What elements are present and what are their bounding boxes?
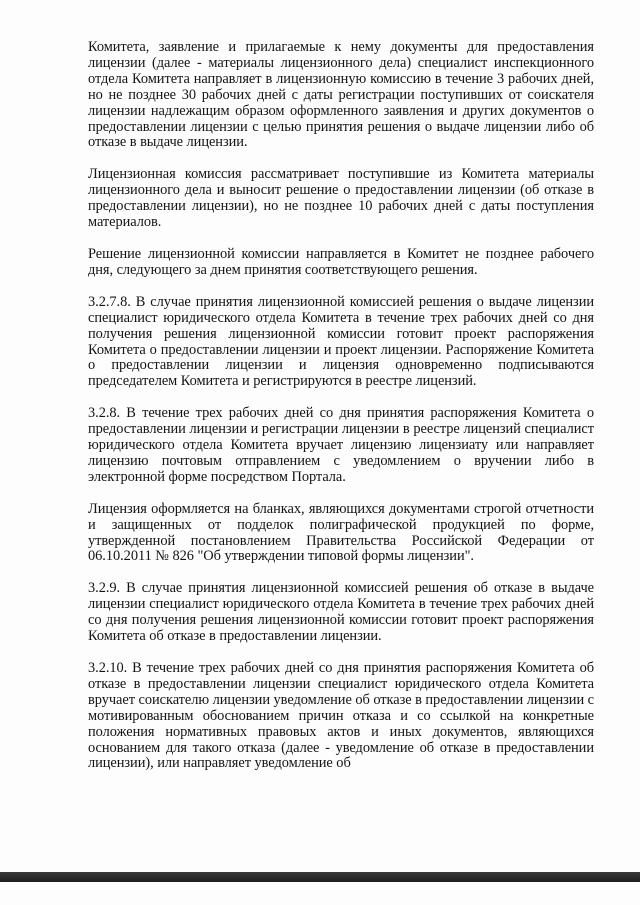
scan-bottom-edge (0, 872, 640, 882)
paragraph-3-2-10: 3.2.10. В течение трех рабочих дней со дня принятия распоряжения Комитета об отказе в предоставлении лицензии специалист юридического отдела Комитета вручает соискателю лицензии уведомление об отказе в предоставлении лицензии с мотивированным обоснованием причин отказа и со ссылкой на конкретные положения нормативных правовых актов и иных документов, являющихся основанием для такого отказа (далее - уведомление об отказе в предоставлении лицензии), или направляет уведомление об (88, 660, 594, 772)
paragraph-decision-sent: Решение лицензионной комиссии направляется в Комитет не позднее рабочего дня, следующего за днем принятия соответствующего решения. (88, 245, 594, 278)
paragraph-materials-transfer: Комитета, заявление и прилагаемые к нему документы для предоставления лицензии (далее - материалы лицензионного дела) специалист инспекционного отдела Комитета направляет в лицензионную комиссию в течение 3 рабочих дней, но не позднее 30 рабочих дней с даты регистрации поступивших от соискателя лицензии надлежащим образом оформленного заявления и других документов о предоставлении лицензии с целью принятия решения о выдаче лицензии либо об отказе в выдаче лицензии. (88, 39, 594, 151)
paragraph-3-2-8: 3.2.8. В течение трех рабочих дней со дня принятия распоряжения Комитета о предоставлении лицензии и регистрации лицензии в реестре лицензий специалист юридического отдела Комитета вручает лицензию лицензиату или направляет лицензию почтовым отправлением с уведомлением о вручении либо в электронной форме посредством Портала. (88, 405, 594, 485)
paragraph-3-2-7-8: 3.2.7.8. В случае принятия лицензионной комиссией решения о выдаче лицензии специалист юридического отдела Комитета в течение трех рабочих дней со дня получения решения лицензионной комиссии готовит проект распоряжения Комитета о предоставлении лицензии и проект лицензии. Распоряжение Комитета о предоставлении лицензии и лицензия одновременно подписываются председателем Комитета и регистрируются в реестре лицензий. (88, 293, 594, 390)
paragraph-commission-review: Лицензионная комиссия рассматривает поступившие из Комитета материалы лицензионного дела и выносит решение о предоставлении лицензии (об отказе в предоставлении лицензии), но не позднее 10 рабочих дней с даты поступления материалов. (88, 166, 594, 231)
paragraph-license-forms: Лицензия оформляется на бланках, являющихся документами строгой отчетности и защищенных от подделок полиграфической продукцией по форме, утвержденной постановлением Правительства Российской Федерации от 06.10.2011 № 826 "Об утверждении типовой формы лицензии". (88, 500, 594, 565)
paragraph-3-2-9: 3.2.9. В случае принятия лицензионной комиссией решения об отказе в выдаче лицензии специалист юридического отдела Комитета в течение трех рабочих дней со дня получения решения лицензионной комиссии готовит проект распоряжения Комитета об отказе в предоставлении лицензии. (88, 580, 594, 645)
document-body (88, 40, 594, 788)
